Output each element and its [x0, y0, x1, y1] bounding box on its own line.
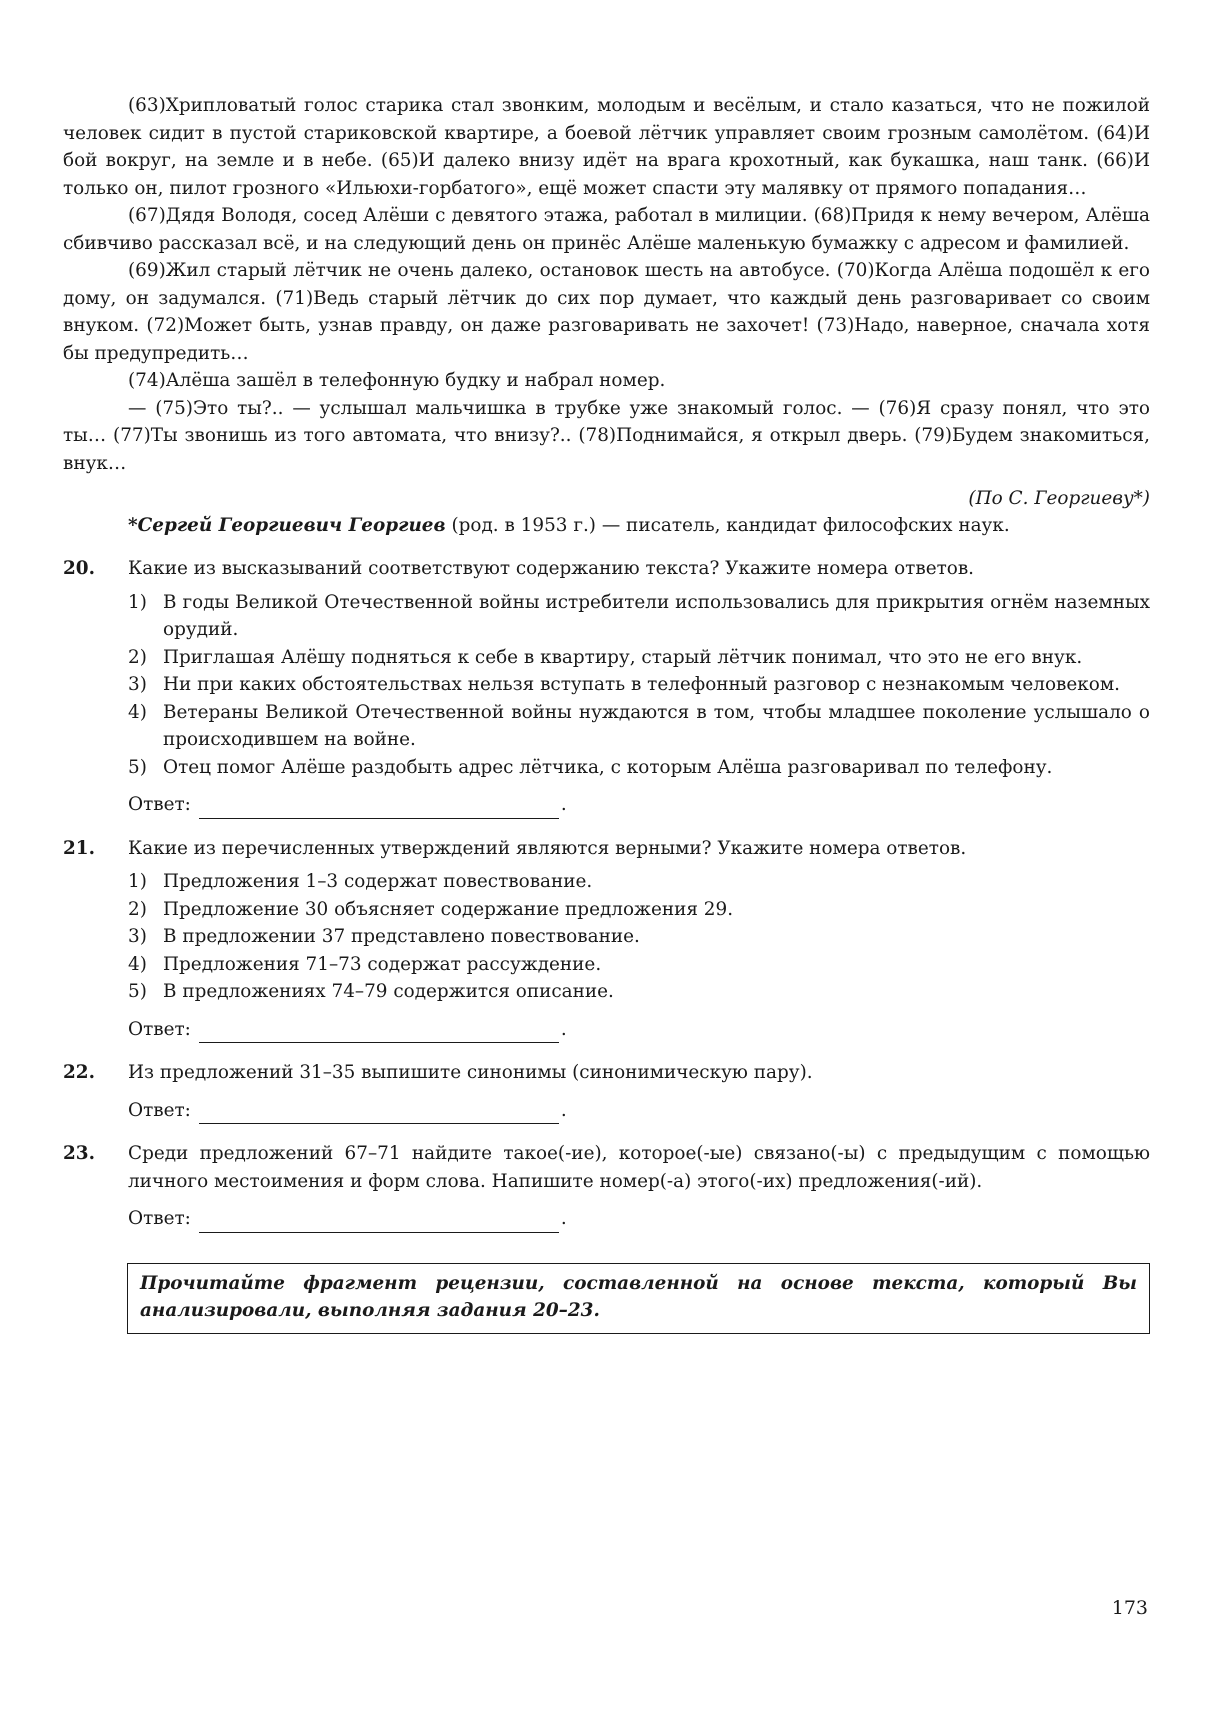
task-question: Среди предложений 67–71 найдите такое(-ие), которое(-ые) связано(-ы) с предыдущим с помощью личного местоимения и форм слова. Напишите номер(-а) этого(-их) предложения(-ий).: [128, 1143, 1150, 1192]
paragraph: (67)Дядя Володя, сосед Алёши с девятого этажа, работал в милиции. (68)Придя к нему вечером, Алёша сбивчиво рассказал всё, и на следующий день он принёс Алёше маленькую бумажку с адресом и фамилией.: [63, 205, 1150, 254]
option-text: В предложениях 74–79 содержится описание.: [163, 981, 614, 1002]
task-question: Из предложений 31–35 выпишите синонимы (синонимическую пару).: [128, 1062, 813, 1083]
option-item: [128, 589, 1150, 644]
option-number: 3): [128, 674, 147, 695]
answer-label: Ответ:: [128, 1208, 191, 1229]
option-number: 2): [128, 646, 147, 668]
paragraph: (63)Хрипловатый голос старика стал звонким, молодым и весёлым, и стало казаться, что не пожилой человек сидит в пустой стариковской квартире, а боевой лётчик управляет своим грозным самолётом. (64)И бой вокруг, на земле и в небе. (65)И далеко внизу идёт на врага крохотный, как букашка, наш танк. (66)И только он, пилот грозного «Ильюхи-горбатого», ещё может спасти эту малявку от прямого попадания…: [63, 95, 1150, 199]
option-number: 5): [128, 981, 147, 1002]
option-item: [128, 754, 1150, 782]
option-number: 4): [128, 701, 147, 723]
page-number: 173: [1111, 1597, 1148, 1619]
footnote-author-name: *Сергей Георгиевич Георгиев: [128, 515, 446, 536]
author-footnote: [63, 512, 1150, 539]
answer-label: Ответ:: [128, 794, 191, 815]
option-item: [128, 868, 1150, 896]
option-number: 3): [128, 926, 147, 947]
option-number: 2): [128, 898, 147, 920]
option-text: В годы Великой Отечественной войны истребители использовались для прикрытия огнём наземных орудий.: [163, 591, 1150, 640]
answer-row: Ответ: .: [128, 1097, 1150, 1125]
answer-options: [128, 868, 1150, 1006]
option-text: Ни при каких обстоятельствах нельзя вступать в телефонный разговор с незнакомым человеком.: [163, 674, 1120, 695]
option-text: Предложения 71–73 содержат рассуждение.: [163, 953, 602, 975]
answer-row: Ответ: .: [128, 1205, 1150, 1233]
answer-field[interactable]: [199, 1022, 559, 1043]
review-instruction-box: Прочитайте фрагмент рецензии, составленной на основе текста, который Вы анализировали, выполняя задания 20–23.: [127, 1263, 1150, 1334]
answer-field[interactable]: [199, 1103, 559, 1124]
option-text: Ветераны Великой Отечественной войны нуждаются в том, чтобы младшее поколение услышало о происходившем на войне.: [163, 701, 1150, 750]
option-text: Отец помог Алёше раздобыть адрес лётчика, с которым Алёша разговаривал по телефону.: [163, 756, 1053, 778]
task-number: 22.: [63, 1062, 95, 1083]
option-number: 1): [128, 591, 147, 613]
answer-label: Ответ:: [128, 1099, 191, 1121]
option-item: [128, 699, 1150, 754]
story-text: [63, 92, 1150, 539]
option-number: 4): [128, 953, 147, 975]
option-item: [128, 951, 1150, 979]
task-question: Какие из высказываний соответствуют содержанию текста? Укажите номера ответов.: [128, 558, 975, 579]
paragraph: — (75)Это ты?.. — услышал мальчишка в трубке уже знакомый голос. — (76)Я сразу понял, что это ты… (77)Ты звонишь из того автомата, что внизу?.. (78)Поднимайся, я открыл дверь. (79)Будем знакомиться, внук…: [63, 397, 1150, 474]
answer-row: Ответ: .: [128, 1016, 1150, 1044]
option-text: В предложении 37 представлено повествование.: [163, 926, 640, 947]
option-text: Предложение 30 объясняет содержание предложения 29.: [163, 898, 734, 920]
task-question: Какие из перечисленных утверждений являются верными? Укажите номера ответов.: [128, 837, 967, 859]
task-number: 23.: [63, 1143, 95, 1164]
option-item: [128, 671, 1150, 699]
footnote-author-info: (род. в 1953 г.) — писатель, кандидат философских наук.: [445, 515, 1010, 536]
paragraph: (74)Алёша зашёл в телефонную будку и набрал номер.: [128, 370, 666, 391]
task-20: [63, 555, 1150, 819]
answer-field[interactable]: [199, 798, 559, 819]
task-21: [63, 835, 1150, 1044]
text-source: (По С. Георгиеву*): [968, 488, 1150, 509]
option-item: [128, 644, 1150, 672]
task-22: [63, 1059, 1150, 1124]
option-item: [128, 896, 1150, 924]
option-item: [128, 978, 1150, 1006]
option-number: 1): [128, 871, 147, 892]
answer-label: Ответ:: [128, 1018, 191, 1040]
option-text: Предложения 1–3 содержат повествование.: [163, 871, 593, 892]
task-number: 21.: [63, 837, 95, 859]
task-number: 20.: [63, 558, 95, 579]
answer-options: [128, 589, 1150, 782]
option-text: Приглашая Алёшу подняться к себе в квартиру, старый лётчик понимал, что это не его внук.: [163, 646, 1083, 668]
answer-field[interactable]: [199, 1212, 559, 1233]
paragraph: (69)Жил старый лётчик не очень далеко, остановок шесть на автобусе. (70)Когда Алёша подошёл к его дому, он задумался. (71)Ведь старый лётчик до сих пор думает, что каждый день разговаривает со своим внуком. (72)Может быть, узнав правду, он даже разговаривать не захочет! (73)Надо, наверное, сначала хотя бы предупредить…: [63, 260, 1150, 364]
option-number: 5): [128, 756, 147, 778]
task-23: [63, 1140, 1150, 1233]
answer-row: Ответ: .: [128, 791, 1150, 819]
option-item: [128, 923, 1150, 951]
